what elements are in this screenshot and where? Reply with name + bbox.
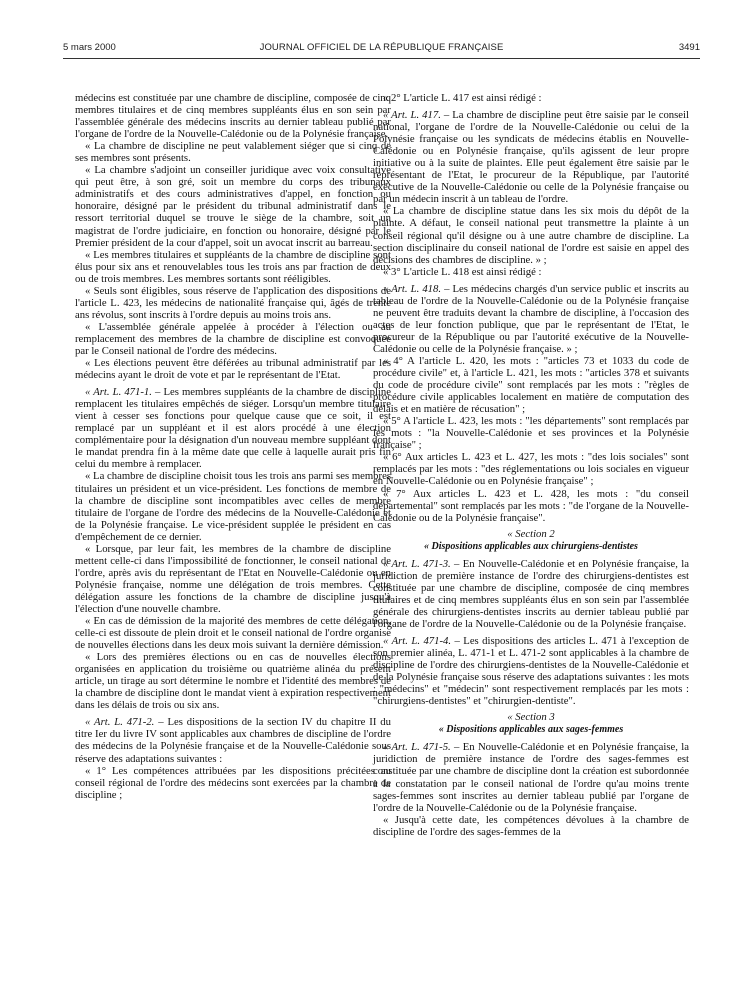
paragraph-text: – En Nouvelle-Calédonie et en Polynésie française, la juridiction de première instance de l'ordre des sages-femmes est constituée par une chambre de discipline dont la création est subordonnée à la constatation par le conseil national de l'ordre qu'au moins trente sages-femmes sont inscrites au dernier tableau publié par l'organe de l'ordre de la Nouvelle-Calédonie ou de la Polynésie française. [373, 741, 690, 814]
paragraph [373, 355, 689, 415]
paragraph [373, 92, 689, 104]
paragraph [75, 765, 391, 801]
paragraph-text: « 1° Les compétences attribuées par les dispositions précitées au conseil régional de l'ordre des médecins sont exercées par la chambre de discipline ; [75, 764, 391, 801]
header-date: 5 mars 2000 [63, 42, 116, 53]
paragraph [373, 109, 689, 205]
paragraph-text: – Les membres suppléants de la chambre de discipline remplacent les titulaires empêchés de siéger. Lorsqu'un membre titulaire vient à cesser ses fonctions pour quelque cause que ce soit, il est remplacé par un suppléant et il est alors procédé à une élection complémentaire pour la désignation d'un nouveau membre suppléant dont le mandat prendra fin à la même date que celle à laquelle aurait pris fin celui du membre à remplacer. [75, 386, 391, 471]
page-number: 3491 [678, 42, 700, 53]
paragraph-text: médecins est constituée par une chambre de discipline, composée de cinq membres titulaires et de cinq membres suppléants élus en son sein par l'assemblée générale des médecins inscrits au dernier tableau publié par l'organe de l'ordre de la Nouvelle-Calédonie ou de la Polynésie française. [75, 92, 391, 141]
paragraph-text: « La chambre de discipline ne peut valablement siéger que si cinq de ses membres sont présents. [75, 140, 391, 165]
paragraph [75, 651, 391, 711]
header-rule [63, 58, 700, 59]
article-reference: « Art. L. 471-2. [85, 716, 155, 729]
paragraph-text: « En cas de démission de la majorité des membres de cette délégation, celle-ci est dissoute de plein droit et le conseil national de l'ordre organise de nouvelles élections dans les deux mois suivant la dernière démission. [75, 615, 391, 652]
paragraph [75, 543, 391, 615]
right-column-part-b [373, 558, 689, 708]
header-title: JOURNAL OFFICIEL DE LA RÉPUBLIQUE FRANÇAISE [259, 42, 504, 53]
paragraph [373, 451, 689, 487]
paragraph [75, 249, 391, 285]
paragraph-text: – Les dispositions des articles L. 471 à l'exception de son premier alinéa, L. 471-1 et L. 471-2 sont applicables à la chambre de discipline de l'ordre des chirurgiens-dentistes de la Nouvelle-Calédonie et de la Polynésie française sous réserve des adaptations suivantes : les mots : "médecins" et "médecin" sont respectivement remplacés par les mots : "chirurgiens-dentistes" et "chirurgien-dentiste". [373, 635, 689, 708]
paragraph-text: « Lors des premières élections ou en cas de nouvelles élections organisées en application du troisième ou quatrième alinéa du présent article, un tirage au sort détermine le nombre et l'identité des membres de la chambre de discipline dont le mandat vient à expiration respectivement dans les délais de trois ou six ans. [75, 651, 391, 712]
paragraph-text: – Les dispositions de la section IV du chapitre II du titre Ier du livre IV sont applicables aux chambres de discipline de l'ordre des médecins de la Polynésie française et de la Nouvelle-Calédonie sous réserve des adaptations suivantes : [75, 716, 391, 765]
page-header [63, 42, 700, 56]
article-reference: « Art. L. 471-3. [383, 557, 451, 570]
paragraph [75, 716, 391, 764]
paragraph [373, 635, 689, 707]
paragraph-text: « 5° A l'article L. 423, les mots : "les départements" sont remplacés par les mots : "la Nouvelle-Calédonie et ses provinces et la Polynésie française" ; [373, 415, 689, 452]
article-reference: « Art. L. 471-4. [383, 635, 452, 648]
paragraph [373, 814, 689, 838]
paragraph-text: « La chambre de discipline choisit tous les trois ans parmi ses membres titulaires un président et un vice-président. Les fonctions de membre de la chambre de discipline sont incompatibles avec celles de membre titulaire de l'organe de l'ordre des médecins de la Nouvelle-Calédonie et de la Polynésie française. Le vice-président supplée le président en cas d'empêchement de ce dernier. [75, 470, 391, 543]
article-reference: « Art. L. 418. [383, 282, 442, 295]
paragraph [373, 558, 689, 630]
paragraph [75, 357, 391, 381]
paragraph [75, 470, 391, 542]
paragraph-text: « Les membres titulaires et suppléants de la chambre de discipline sont élus pour six ans et renouvelables tous les trois ans par fraction de deux ou de trois membres. Les membres sortants sont rééligibles. [75, 248, 391, 285]
paragraph [373, 266, 689, 278]
paragraph [75, 164, 391, 248]
paragraph [373, 283, 689, 355]
paragraph-text: « 3° L'article L. 418 est ainsi rédigé : [383, 265, 542, 278]
paragraph-text: « 4° A l'article L. 420, les mots : "articles 73 et 1033 du code de procédure civile" et, à l'article L. 421, les mots : "articles 378 et suivants du code de procédure civile" sont remplacés par les mots : "règles de procédure civile applicables localement en matière de computation des délais et en matière de récusation" ; [373, 354, 689, 416]
section-2-title: « Dispositions applicables aux chirurgiens-dentistes [424, 540, 638, 552]
paragraph [75, 615, 391, 651]
right-column-part-c [373, 741, 689, 837]
article-reference: « Art. L. 471-5. [383, 741, 451, 754]
section-3-title: « Dispositions applicables aux sages-femmes [438, 724, 624, 736]
paragraph [373, 741, 689, 813]
right-column-part-a [373, 92, 689, 524]
paragraph [75, 386, 391, 470]
paragraph-text: – En Nouvelle-Calédonie et en Polynésie française, la juridiction de première instance de l'ordre des chirurgiens-dentistes est constituée par une chambre de discipline, composée de cinq membres titulaires et de cinq membres suppléants élus en son sein par l'assemblée générale des chirurgiens-dentistes inscrits au dernier tableau publié par l'organe de l'ordre de la Nouvelle-Calédonie ou de la Polynésie française. [373, 557, 690, 630]
paragraph-text: « La chambre de discipline statue dans les six mois du dépôt de la plainte. A défaut, le conseil national peut transmettre la plainte à un conseil régional qu'il désigne ou à une autre chambre de discipline. La section disciplinaire du conseil national de l'ordre est saisie en appel des décisions des chambres de discipline. » ; [373, 205, 689, 266]
section-3-label: « Section 3 [507, 711, 555, 724]
paragraph-text: « La chambre s'adjoint un conseiller juridique avec voix consultative qui peut être, à son gré, soit un membre du corps des tribunaux administratifs et des cours administratives d'appel, en fonction ou honoraire, désigné par le président du tribunal administratif dans le ressort territorial duquel se trouve le siège de la chambre, soit un magistrat de l'ordre judiciaire, en fonction ou honoraire, désigné par le Premier président de la cour d'appel, soit un avocat inscrit au barreau. [75, 164, 391, 249]
paragraph-text: – Les médecins chargés d'un service public et inscrits au tableau de l'ordre de la Nouvelle-Calédonie ou de la Polynésie française ne peuvent être traduits devant la chambre de discipline, à l'occasion des actes de leur fonction publique, que par le représentant de l'Etat, le procureur de la République ou par l'autorité exécutive de la Nouvelle-Calédonie ou celle de la Polynésie française. » ; [373, 282, 689, 355]
paragraph-text: « L'assemblée générale appelée à procéder à l'élection ou au remplacement des membres de la chambre de discipline est convoquée par le Conseil national de l'ordre des médecins. [75, 320, 391, 357]
paragraph [75, 92, 391, 140]
left-column [75, 92, 391, 801]
section-2-label: « Section 2 [507, 527, 555, 540]
article-reference: « Art. L. 471-1. [85, 386, 152, 399]
paragraph-text: « 2° L'article L. 417 est ainsi rédigé : [383, 92, 542, 104]
paragraph-text: – La chambre de discipline peut être saisie par le conseil national, l'organe de l'ordre de la Nouvelle-Calédonie ou celui de la Polynésie française ou les syndicats de médecins établis en Nouvelle-Calédonie ou en Polynésie française, qu'ils agissent de leur propre initiative ou à la suite de plaintes. Elle peut également être saisie par le représentant de l'Etat, le procureur de la République, par l'autorité exécutive de la Nouvelle-Calédonie ou celle de la Polynésie française ou par un médecin inscrit à un tableau de l'ordre. [373, 109, 689, 206]
paragraph [75, 321, 391, 357]
paragraph [75, 140, 391, 164]
paragraph-text: « 6° Aux articles L. 423 et L. 427, les mots : "des lois sociales" sont remplacés par les mots : "des réglementations ou lois sociales en vigueur en Nouvelle-Calédonie ou en Polynésie française" ; [373, 451, 689, 488]
right-column [373, 92, 689, 838]
paragraph-text: « Seuls sont éligibles, sous réserve de l'application des dispositions de l'article L. 423, les médecins de nationalité française qui, âgés de trente ans révolus, sont inscrits à l'ordre depuis au moins trois ans. [75, 284, 391, 321]
paragraph-text: « 7° Aux articles L. 423 et L. 428, les mots : "du conseil départemental" sont remplacés par les mots : "de l'organe de la Nouvelle-Calédonie ou de la Polynésie française". [373, 487, 689, 524]
paragraph [373, 205, 689, 265]
paragraph-text: « Lorsque, par leur fait, les membres de la chambre de discipline mettent celle-ci dans l'impossibilité de fonctionner, le conseil national de l'ordre, après avis du représentant de l'Etat en Nouvelle-Calédonie ou en Polynésie française, nomme une délégation de trois membres. Cette délégation assure les fonctions de la chambre de discipline jusqu'à l'élection d'une nouvelle chambre. [75, 542, 391, 615]
article-reference: « Art. L. 417. [383, 109, 441, 122]
paragraph-text: « Les élections peuvent être déférées au tribunal administratif par les médecins ayant le droit de vote et par le représentant de l'Etat. [75, 357, 391, 382]
paragraph-text: « Jusqu'à cette date, les compétences dévolues à la chambre de discipline de l'ordre des sages-femmes de la [373, 813, 689, 838]
paragraph [75, 285, 391, 321]
paragraph [373, 488, 689, 524]
paragraph [373, 415, 689, 451]
